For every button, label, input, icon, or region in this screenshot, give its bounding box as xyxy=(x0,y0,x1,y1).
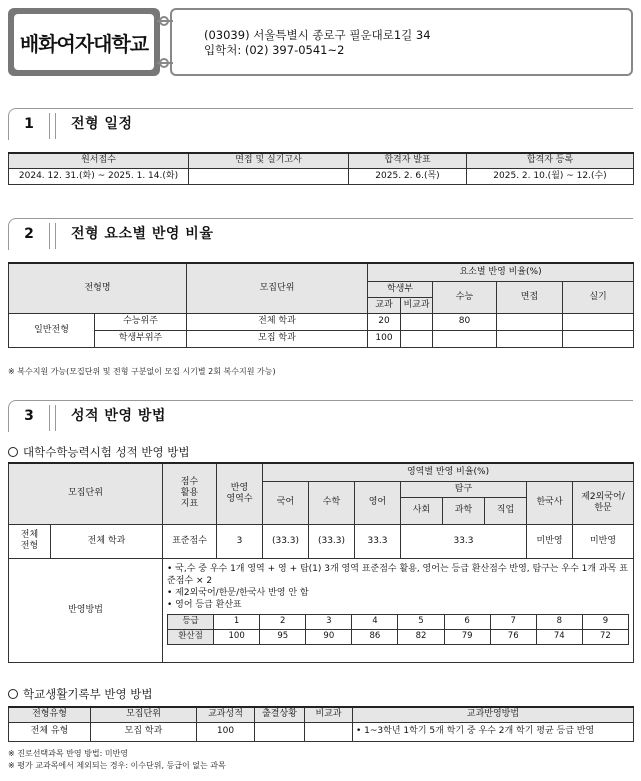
header-practical: 실기 xyxy=(563,281,634,313)
cell-interview xyxy=(497,330,563,347)
section-divider xyxy=(49,113,56,139)
cell-score-index: 표준점수 xyxy=(163,524,217,558)
note-line: ※ 진로선택과목 반영 방법: 미반영 xyxy=(8,749,129,758)
multi-apply-note: ※ 복수지원 가능(모집단위 및 전형 구분없이 모집 시기별 2회 복수지원 가능) xyxy=(8,367,276,376)
cell-type: 전체 전형 xyxy=(9,524,51,558)
cell-record-type: 전체 유형 xyxy=(9,722,91,741)
ratio-table xyxy=(8,262,634,348)
header-korean: 국어 xyxy=(263,481,309,524)
header-registration: 합격자 등록 xyxy=(467,153,634,168)
header-record-method: 교과반영방법 xyxy=(353,707,634,722)
header-foreign: 제2외국어/ 한문 xyxy=(573,481,634,524)
header-social: 사회 xyxy=(401,497,443,524)
cell-csat xyxy=(433,330,497,347)
conversion-label: 환산점 xyxy=(168,629,214,644)
section-3-header xyxy=(8,400,633,432)
header-announcement: 합격자 발표 xyxy=(349,153,467,168)
cell-nonsubject xyxy=(401,330,433,347)
binder-wire xyxy=(157,20,173,22)
conversion-cell: 74 xyxy=(536,629,582,644)
section-2-header xyxy=(8,218,633,250)
cell-announcement: 2025. 2. 6.(목) xyxy=(349,168,467,184)
note-line: ※ 평가 교과목에서 제외되는 경우: 이수단위, 등급이 없는 과목 xyxy=(8,761,226,770)
cell-nonsubject xyxy=(401,313,433,330)
header-student-record: 학생부 xyxy=(368,281,433,297)
section-number: 3 xyxy=(24,408,34,424)
header-subject: 교과 xyxy=(368,297,401,313)
method-line: • 영어 등급 환산표 xyxy=(167,599,242,610)
grade-cell: 9 xyxy=(582,614,628,629)
header-address-block xyxy=(204,28,431,58)
cell-csat: 80 xyxy=(433,313,497,330)
cell-record-attendance xyxy=(255,722,305,741)
header-record-attendance: 출결상황 xyxy=(255,707,305,722)
header-interview: 면접 및 실기고사 xyxy=(189,153,349,168)
grade-cell: 1 xyxy=(214,614,260,629)
schedule-table xyxy=(8,152,634,185)
conversion-cell: 72 xyxy=(582,629,628,644)
header-unit: 모집단위 xyxy=(187,263,368,313)
circle-bullet-icon xyxy=(8,689,18,699)
method-line: • 제2외국어/한문/한국사 반영 안 함 xyxy=(167,587,309,598)
header-interview: 면접 xyxy=(497,281,563,313)
header-history: 한국사 xyxy=(527,481,573,524)
cell-method-content xyxy=(163,558,634,662)
header-score-index: 점수 활용 지표 xyxy=(163,463,217,524)
section-title: 전형 일정 xyxy=(71,116,133,132)
cell-foreign: 미반영 xyxy=(573,524,634,558)
header-ratio: 요소별 반영 비율(%) xyxy=(368,263,634,281)
header-science: 과학 xyxy=(443,497,485,524)
cell-record-method: • 1~3학년 1학기 5개 학기 중 우수 2개 학기 평균 등급 반영 xyxy=(353,722,634,741)
cell-unit: 전체 학과 xyxy=(51,524,163,558)
header-record-nonsubject: 비교과 xyxy=(305,707,353,722)
section-divider xyxy=(49,405,56,431)
cell-inquiry: 33.3 xyxy=(401,524,527,558)
cell-record-grades: 100 xyxy=(197,722,255,741)
grade-cell: 3 xyxy=(306,614,352,629)
grade-cell: 2 xyxy=(260,614,306,629)
section-number: 1 xyxy=(24,116,34,132)
contact-text: 입학처: (02) 397-0541~2 xyxy=(204,43,345,57)
header-record-type: 전형유형 xyxy=(9,707,91,722)
header-application: 원서접수 xyxy=(9,153,189,168)
cell-subtype: 수능위주 xyxy=(95,313,187,330)
method-line: • 국,수 중 우수 1개 영역 + 영 + 탐(1) 3개 영역 표준점수 활용, 영어는 등급 환산점수 반영, 탐구는 우수 1개 과목 표준점수 × 2 xyxy=(167,563,628,586)
address-text: (03039) 서울특별시 종로구 필운대로1길 34 xyxy=(204,28,431,42)
conversion-cell: 95 xyxy=(260,629,306,644)
csat-table xyxy=(8,462,634,663)
cell-practical xyxy=(563,330,634,347)
conversion-cell: 79 xyxy=(444,629,490,644)
cell-record-nonsubject xyxy=(305,722,353,741)
cell-subject: 20 xyxy=(368,313,401,330)
section-1-header xyxy=(8,108,633,140)
binder-wire xyxy=(157,62,173,64)
header-csat: 수능 xyxy=(433,281,497,313)
header-inquiry: 탐구 xyxy=(401,481,527,497)
cell-unit: 전체 학과 xyxy=(187,313,368,330)
section-divider xyxy=(49,223,56,249)
csat-subheading-text: 대학수학능력시험 성적 반영 방법 xyxy=(23,445,190,459)
cell-registration: 2025. 2. 10.(월) ~ 12.(수) xyxy=(467,168,634,184)
cell-type: 일반전형 xyxy=(9,313,95,347)
conversion-cell: 82 xyxy=(398,629,444,644)
grade-cell: 8 xyxy=(536,614,582,629)
cell-korean: (33.3) xyxy=(263,524,309,558)
cell-method-label: 반영방법 xyxy=(9,558,163,662)
cell-area-count: 3 xyxy=(217,524,263,558)
header-record-grades: 교과성적 xyxy=(197,707,255,722)
header-nonsubject: 비교과 xyxy=(401,297,433,313)
grade-cell: 7 xyxy=(490,614,536,629)
section-title: 전형 요소별 반영 비율 xyxy=(71,226,214,242)
header-job: 직업 xyxy=(485,497,527,524)
header-record-unit: 모집단위 xyxy=(91,707,197,722)
header-logo-panel xyxy=(14,14,154,70)
conversion-cell: 86 xyxy=(352,629,398,644)
section-number: 2 xyxy=(24,226,34,242)
circle-bullet-icon xyxy=(8,447,18,457)
record-subheading xyxy=(8,686,153,702)
record-table xyxy=(8,706,634,742)
header-english: 영어 xyxy=(355,481,401,524)
grade-cell: 6 xyxy=(444,614,490,629)
english-grade-table xyxy=(167,614,629,645)
cell-practical xyxy=(563,313,634,330)
cell-subject: 100 xyxy=(368,330,401,347)
cell-record-unit: 모집 학과 xyxy=(91,722,197,741)
conversion-cell: 90 xyxy=(306,629,352,644)
record-subheading-text: 학교생활기록부 반영 방법 xyxy=(23,687,153,701)
grade-cell: 4 xyxy=(352,614,398,629)
conversion-cell: 76 xyxy=(490,629,536,644)
header-area-ratio: 영역별 반영 비율(%) xyxy=(263,463,634,481)
header-type: 전형명 xyxy=(9,263,187,313)
cell-interview xyxy=(497,313,563,330)
conversion-cell: 100 xyxy=(214,629,260,644)
cell-subtype: 학생부위주 xyxy=(95,330,187,347)
header-unit: 모집단위 xyxy=(9,463,163,524)
header-math: 수학 xyxy=(309,481,355,524)
record-notes xyxy=(8,748,226,772)
grade-label: 등급 xyxy=(168,614,214,629)
csat-subheading xyxy=(8,444,190,460)
cell-english: 33.3 xyxy=(355,524,401,558)
section-title: 성적 반영 방법 xyxy=(71,408,166,424)
header-area-count: 반영 영역수 xyxy=(217,463,263,524)
cell-application: 2024. 12. 31.(화) ~ 2025. 1. 14.(화) xyxy=(9,168,189,184)
cell-interview xyxy=(189,168,349,184)
cell-math: (33.3) xyxy=(309,524,355,558)
grade-cell: 5 xyxy=(398,614,444,629)
cell-unit: 모집 학과 xyxy=(187,330,368,347)
cell-history: 미반영 xyxy=(527,524,573,558)
university-name: 배화여자대학교 xyxy=(19,31,149,56)
